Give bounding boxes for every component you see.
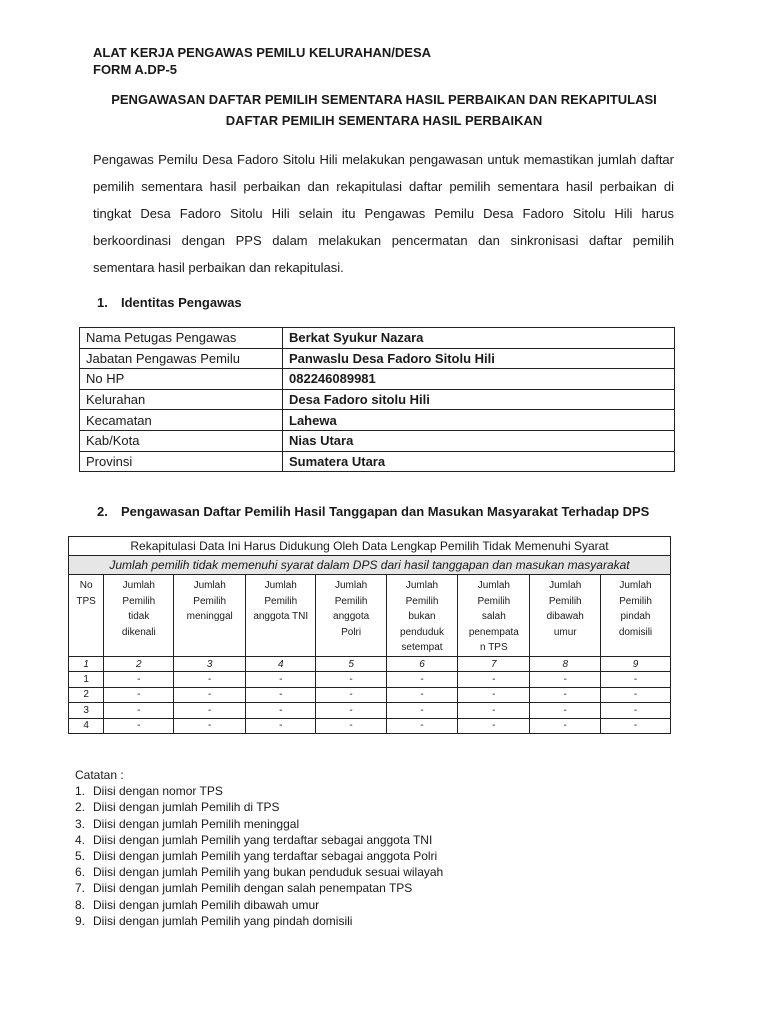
identity-value: Berkat Syukur Nazara (283, 328, 675, 349)
header-line-2: FORM A.DP-5 (93, 62, 178, 77)
title-line-2: DAFTAR PEMILIH SEMENTARA HASIL PERBAIKAN (225, 113, 543, 128)
table-cell: - (316, 672, 386, 688)
identity-row (80, 451, 675, 472)
table-cell: - (104, 703, 174, 719)
column-header-line: Pemilih (264, 595, 298, 607)
column-header (316, 575, 386, 657)
notes-title: Catatan : (75, 768, 124, 782)
table-row (69, 672, 671, 688)
identity-value: Panwaslu Desa Fadoro Sitolu Hili (283, 348, 675, 369)
column-header-line: dibawah (546, 611, 584, 622)
column-header-line: Pemilih (619, 595, 652, 607)
section-2-title: Pengawasan Daftar Pemilih Hasil Tanggapan dan Masukan Masyarakat Terhadap DPS (121, 504, 650, 519)
table-cell: - (316, 703, 386, 719)
table-cell: - (246, 672, 316, 688)
section-1-number: 1. (97, 295, 108, 310)
column-header-line: Pemilih (334, 595, 368, 607)
note-item (75, 816, 443, 832)
column-header-line: Jumlah (619, 580, 652, 591)
column-header-line: Jumlah (334, 580, 368, 591)
section-1-heading (97, 295, 242, 310)
title-line-1: PENGAWASAN DAFTAR PEMILIH SEMENTARA HASIL PERBAIKAN DAN REKAPITULASI (111, 92, 657, 107)
table-cell: - (386, 718, 457, 734)
column-header-line: anggota (333, 611, 370, 622)
column-number: 4 (246, 657, 316, 672)
identity-label: Nama Petugas Pengawas (80, 328, 283, 349)
column-header-line: Jumlah (405, 580, 439, 591)
section-2-number: 2. (97, 504, 108, 519)
table-row (69, 718, 671, 734)
table-cell: - (530, 703, 601, 719)
note-text: Diisi dengan jumlah Pemilih di TPS (93, 800, 280, 815)
note-number: 3. (75, 816, 86, 831)
identity-row (80, 348, 675, 369)
table-cell: - (600, 718, 670, 734)
table-cell: - (458, 687, 530, 703)
column-header-line: anggota TNI (253, 611, 309, 622)
column-header-line: dikenali (121, 626, 156, 638)
note-item (75, 832, 443, 848)
note-text: Diisi dengan jumlah Pemilih yang terdaftar sebagai anggota Polri (93, 849, 438, 864)
identity-row (80, 389, 675, 410)
recap-subtitle: Jumlah pemilih tidak memenuhi syarat dalam DPS dari hasil tanggapan dan masukan masyarakat (69, 556, 671, 575)
identity-row (80, 410, 675, 431)
section-1-title: Identitas Pengawas (121, 295, 242, 310)
table-cell: - (246, 687, 316, 703)
table-cell: - (174, 703, 246, 719)
recap-title: Rekapitulasi Data Ini Harus Didukung Oleh Data Lengkap Pemilih Tidak Memenuhi Syarat (69, 537, 671, 556)
table-cell: - (316, 718, 386, 734)
column-header-line: n TPS (480, 642, 508, 653)
notes-list (75, 783, 443, 929)
table-cell: - (530, 687, 601, 703)
table-cell: - (174, 687, 246, 703)
column-number: 3 (174, 657, 246, 672)
identity-table (79, 327, 675, 472)
column-header-line: Jumlah (477, 580, 510, 591)
table-cell: - (530, 718, 601, 734)
column-header (600, 575, 670, 657)
column-number: 7 (458, 657, 530, 672)
column-header-line: Pemilih (122, 595, 156, 607)
column-number: 9 (600, 657, 670, 672)
column-header-line: tidak (128, 611, 150, 622)
column-header (530, 575, 601, 657)
column-header (174, 575, 246, 657)
identity-value: Lahewa (283, 410, 675, 431)
table-cell: - (458, 672, 530, 688)
column-header-line: Pemilih (477, 595, 511, 607)
column-header-line: Pemilih (405, 595, 439, 607)
column-header-line: Jumlah (549, 580, 582, 591)
note-number: 8. (75, 897, 86, 912)
note-item (75, 880, 443, 896)
column-header-line: penempata (468, 626, 519, 638)
column-header-line: Jumlah (122, 580, 155, 591)
column-header-line: Polri (341, 626, 362, 638)
table-cell: 1 (69, 672, 104, 688)
note-text: Diisi dengan nomor TPS (93, 784, 223, 799)
column-header-line: umur (553, 626, 577, 638)
column-header (104, 575, 174, 657)
column-header-line: Pemilih (548, 595, 582, 607)
identity-label: Kecamatan (80, 410, 283, 431)
table-row (69, 687, 671, 703)
note-number: 7. (75, 881, 86, 896)
document-title (0, 89, 768, 131)
column-header (69, 575, 104, 657)
identity-label: Provinsi (80, 451, 283, 472)
identity-value: 082246089981 (283, 369, 675, 390)
table-cell: - (104, 672, 174, 688)
identity-row (80, 328, 675, 349)
identity-row (80, 369, 675, 390)
note-item (75, 783, 443, 799)
form-header (93, 44, 431, 78)
column-header-line: Pemilih (193, 595, 227, 607)
column-header-line: meninggal (186, 611, 233, 622)
table-cell: - (246, 718, 316, 734)
column-header-line: pindah (620, 611, 651, 622)
note-text: Diisi dengan jumlah Pemilih meninggal (93, 816, 300, 831)
table-cell: - (600, 703, 670, 719)
header-line-1: ALAT KERJA PENGAWAS PEMILU KELURAHAN/DESA (93, 45, 432, 60)
section-2-heading (97, 504, 649, 519)
table-cell: - (104, 687, 174, 703)
note-number: 9. (75, 913, 86, 928)
table-cell: - (104, 718, 174, 734)
table-cell: 2 (69, 687, 104, 703)
table-cell: - (386, 687, 457, 703)
column-header-line: Jumlah (264, 580, 297, 591)
column-header (386, 575, 457, 657)
note-item (75, 897, 443, 913)
column-header-line: bukan (408, 611, 436, 622)
column-header-line: TPS (76, 595, 96, 607)
identity-label: No HP (80, 369, 283, 390)
column-number: 2 (104, 657, 174, 672)
table-row (69, 703, 671, 719)
identity-value: Desa Fadoro sitolu Hili (283, 389, 675, 410)
note-text: Diisi dengan jumlah Pemilih dibawah umur (93, 897, 320, 912)
table-cell: - (174, 672, 246, 688)
notes-section (75, 767, 443, 929)
column-number: 1 (69, 657, 104, 672)
note-number: 1. (75, 784, 86, 799)
table-cell: 3 (69, 703, 104, 719)
column-header-line: No (79, 580, 93, 591)
note-text: Diisi dengan jumlah Pemilih dengan salah penempatan TPS (93, 881, 413, 896)
table-cell: - (174, 718, 246, 734)
column-number-row (69, 657, 671, 672)
recap-table (68, 536, 671, 734)
column-header-row (69, 575, 671, 657)
table-cell: - (458, 703, 530, 719)
note-text: Diisi dengan jumlah Pemilih yang pindah domisili (93, 913, 353, 928)
column-header-line: penduduk (400, 626, 444, 638)
table-cell: - (530, 672, 601, 688)
column-header-line: Jumlah (193, 580, 226, 591)
note-item (75, 799, 443, 815)
note-text: Diisi dengan jumlah Pemilih yang terdaftar sebagai anggota TNI (93, 832, 433, 847)
table-cell: - (246, 703, 316, 719)
note-item (75, 848, 443, 864)
column-header-line: salah (481, 611, 506, 622)
identity-label: Jabatan Pengawas Pemilu (80, 348, 283, 369)
table-cell: - (600, 687, 670, 703)
note-number: 6. (75, 865, 86, 880)
note-item (75, 864, 443, 880)
table-cell: 4 (69, 718, 104, 734)
identity-value: Sumatera Utara (283, 451, 675, 472)
table-cell: - (458, 718, 530, 734)
identity-label: Kab/Kota (80, 430, 283, 451)
table-cell: - (386, 672, 457, 688)
identity-value: Nias Utara (283, 430, 675, 451)
identity-label: Kelurahan (80, 389, 283, 410)
note-number: 4. (75, 832, 86, 847)
column-header-line: domisili (618, 626, 653, 638)
table-cell: - (600, 672, 670, 688)
table-cell: - (316, 687, 386, 703)
column-header (246, 575, 316, 657)
note-number: 5. (75, 849, 86, 864)
column-number: 6 (386, 657, 457, 672)
identity-row (80, 430, 675, 451)
column-number: 8 (530, 657, 601, 672)
note-item (75, 913, 443, 929)
column-number: 5 (316, 657, 386, 672)
column-header (458, 575, 530, 657)
note-number: 2. (75, 800, 86, 815)
column-header-line: setempat (401, 642, 443, 653)
intro-paragraph: Pengawas Pemilu Desa Fadoro Sitolu Hili melakukan pengawasan untuk memastikan jumlah daftar pemilih sementara hasil perbaikan dan rekapitulasi daftar pemilih sementara hasil perbaikan di tingkat Desa Fadoro Sitolu Hili selain itu Pengawas Pemilu Desa Fadoro Sitolu Hili harus berkoordinasi dengan PPS dalam melakukan pencermatan dan sinkronisasi daftar pemilih sementara hasil perbaikan dan rekapitulasi. (93, 152, 674, 275)
note-text: Diisi dengan jumlah Pemilih yang bukan penduduk sesuai wilayah (93, 865, 444, 880)
table-cell: - (386, 703, 457, 719)
